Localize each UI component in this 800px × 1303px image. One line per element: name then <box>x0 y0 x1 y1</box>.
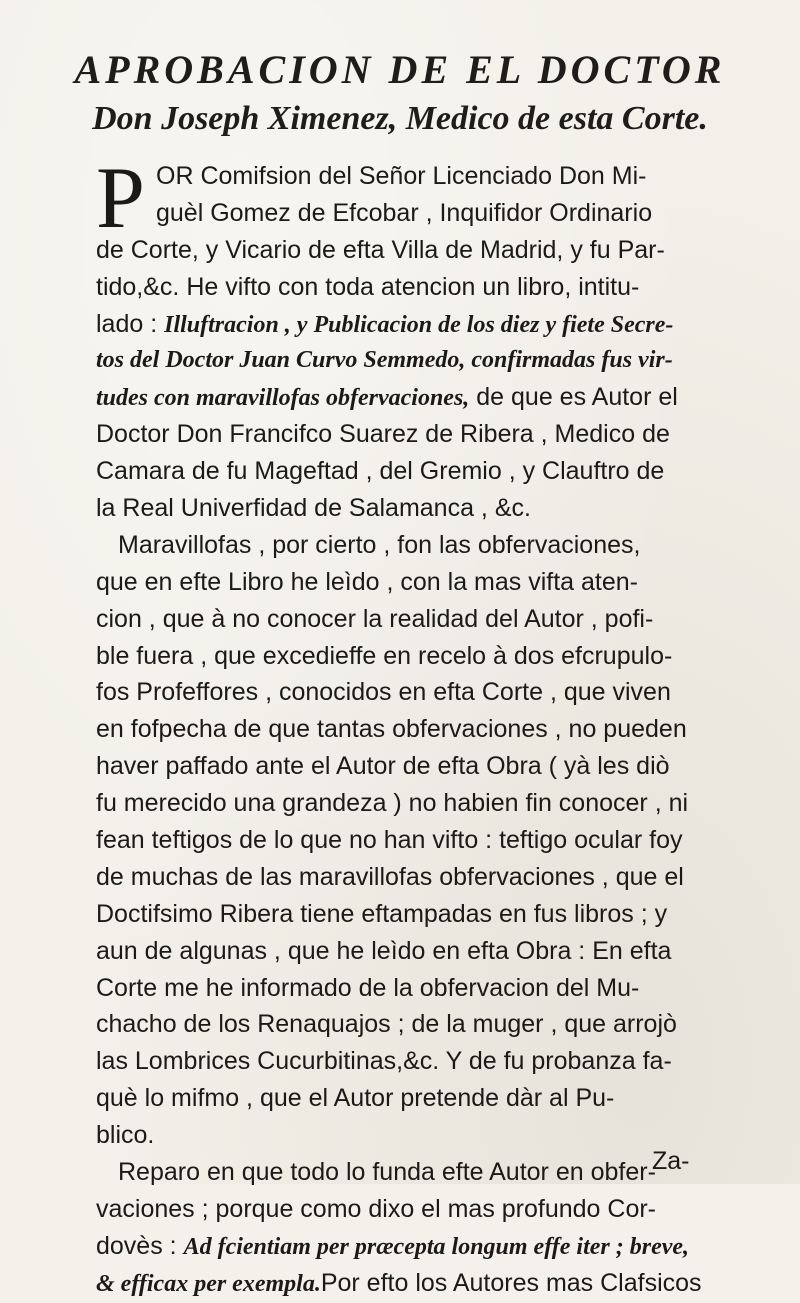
text-line: chacho de los Renaquajos ; de la muger , que arrojò <box>96 1010 677 1039</box>
text-line: en fofpecha de que tantas obfervaciones , no pueden <box>96 715 687 744</box>
book-title-italic: Illuftracion , y Publicacion de los diez y fiete Secre- <box>164 311 674 338</box>
text-line: Doctifsimo Ribera tiene eftampadas en fus libros ; y <box>96 899 668 928</box>
book-title-italic: tos del Doctor Juan Curvo Semmedo, confirmadas fus vir- <box>96 347 673 374</box>
text-line: cion , que à no conocer la realidad del Autor , pofi- <box>96 604 654 633</box>
catchword: Za- <box>652 1147 690 1175</box>
text-line: Corte me he informado de la obfervacion del Mu- <box>96 973 640 1002</box>
latin-quote-italic: Ad fcientiam per præcepta longum effe iter ; breve, <box>183 1233 690 1260</box>
text-fragment: de que es Autor el <box>469 383 678 412</box>
text-line <box>96 1265 716 1302</box>
text-fragment: dovès : <box>96 1231 184 1260</box>
text-line: què lo mifmo , que el Autor pretende dàr al Pu- <box>96 1084 615 1113</box>
text-line: blico. <box>96 1121 155 1150</box>
text-line <box>96 379 716 416</box>
text-line: aun de algunas , que he leìdo en efta Obra : En efta <box>96 936 672 965</box>
text-line: Reparo en que todo lo funda efte Autor en obfer- <box>118 1158 656 1187</box>
text-fragment: lado : <box>96 309 165 338</box>
text-fragment: Por efto los Autores mas Clafsicos <box>320 1268 702 1297</box>
text-line: de Corte, y Vicario de efta Villa de Madrid, y fu Par- <box>96 235 665 264</box>
text-line: vaciones ; porque como dixo el mas profundo Cor- <box>96 1194 657 1223</box>
text-line: la Real Univerfidad de Salamanca , &c. <box>96 494 531 523</box>
text-line: de muchas de las maravillofas obfervaciones , que el <box>96 862 684 891</box>
text-line <box>96 306 716 343</box>
text-line <box>96 1228 716 1265</box>
drop-capital: P <box>96 150 145 247</box>
approval-title: APROBACION DE EL DOCTOR <box>74 47 726 92</box>
book-title-italic: tudes con maravillofas obfervaciones, <box>96 385 470 412</box>
latin-quote-italic: & efficax per exempla. <box>96 1270 321 1297</box>
text-line: fos Profeffores , conocidos en efta Corte , que viven <box>96 678 671 707</box>
first-paragraph <box>96 150 716 247</box>
text-line: ble fuera , que excedieffe en recelo à dos efcrupulo- <box>96 641 673 670</box>
text-line: Doctor Don Francifco Suarez de Ribera , Medico de <box>96 420 670 449</box>
text-line: haver paffado ante el Autor de efta Obra ( yà les diò <box>96 752 670 781</box>
approval-subtitle: Don Joseph Ximenez, Medico de esta Corte. <box>92 100 708 137</box>
text-line: Camara de fu Mageftad , del Gremio , y Clauftro de <box>96 457 665 486</box>
text-line: fu merecido una grandeza ) no habien fin conocer , ni <box>96 789 689 818</box>
body-text <box>96 150 716 1302</box>
text-line: que en efte Libro he leìdo , con la mas vifta aten- <box>96 567 639 596</box>
text-line: las Lombrices Cucurbitinas,&c. Y de fu probanza fa- <box>96 1047 672 1076</box>
text-line: guèl Gomez de Efcobar , Inquifidor Ordinario <box>156 198 653 227</box>
text-line: OR Comifsion del Señor Licenciado Don Mi- <box>156 162 647 190</box>
text-line: fean teftigos de lo que no han vifto : teftigo ocular foy <box>96 826 683 855</box>
text-line: tido,&c. He vifto con toda atencion un libro, intitu- <box>96 272 640 301</box>
text-line: Maravillofas , por cierto , fon las obfervaciones, <box>118 530 641 559</box>
